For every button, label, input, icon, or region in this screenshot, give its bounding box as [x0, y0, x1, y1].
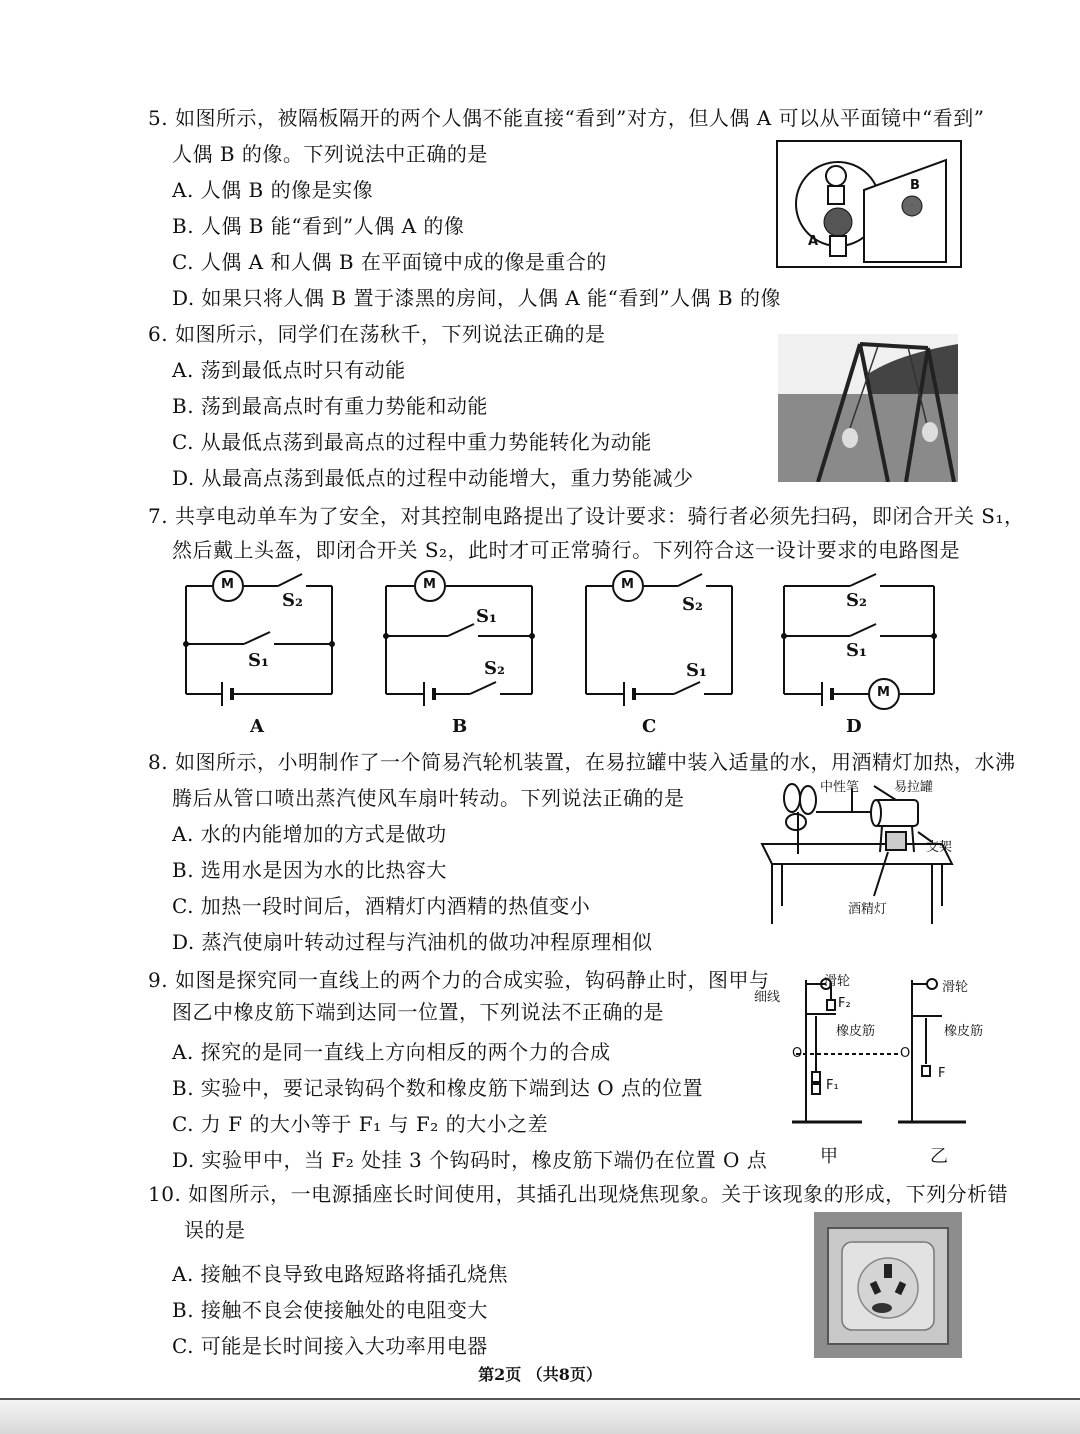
q8-label-stand: 支架 — [926, 840, 953, 855]
q5-label-b: B — [910, 178, 920, 193]
q8-label-pen: 中性笔 — [820, 780, 860, 795]
q7-c-s1: S₁ — [686, 660, 707, 681]
q6-option-c: C. 从最低点荡到最高点的过程中重力势能转化为动能 — [172, 430, 652, 454]
q9-option-b: B. 实验中，要记录钩码个数和橡皮筋下端到达 O 点的位置 — [172, 1076, 704, 1100]
q9-label-pulley-yi: 滑轮 — [942, 980, 969, 995]
q9-stem-line2: 图乙中橡皮筋下端到达同一位置，下列说法不正确的是 — [172, 1000, 664, 1024]
q9-label-rubber-jia: 橡皮筋 — [836, 1024, 876, 1039]
q9-option-c: C. 力 F 的大小等于 F₁ 与 F₂ 的大小之差 — [172, 1112, 549, 1136]
q9-label-string: 细线 — [754, 990, 781, 1005]
q8-option-c: C. 加热一段时间后，酒精灯内酒精的热值变小 — [172, 894, 591, 918]
q10-option-b: B. 接触不良会使接触处的电阻变大 — [172, 1298, 488, 1322]
q7-c-label: C — [642, 716, 657, 737]
q5-option-b: B. 人偶 B 能“看到”人偶 A 的像 — [172, 214, 465, 238]
q9-label-yi: 乙 — [930, 1146, 948, 1167]
q5-stem-line2: 人偶 B 的像。下列说法中正确的是 — [172, 142, 488, 166]
page-bottom-edge — [0, 1398, 1080, 1434]
q6-option-b: B. 荡到最高点时有重力势能和动能 — [172, 394, 488, 418]
q7-circuit-c — [578, 566, 738, 737]
q7-circuit-d — [776, 566, 941, 737]
q7-a-s1: S₁ — [248, 650, 269, 671]
q8-label-can: 易拉罐 — [894, 780, 934, 795]
q7-b-s2: S₂ — [484, 658, 505, 679]
q9-option-d: D. 实验甲中，当 F₂ 处挂 3 个钩码时，橡皮筋下端仍在位置 O 点 — [172, 1148, 768, 1172]
q10-option-c: C. 可能是长时间接入大功率用电器 — [172, 1334, 488, 1358]
q10-socket-photo — [814, 1212, 962, 1358]
q5-option-d: D. 如果只将人偶 B 置于漆黑的房间，人偶 A 能“看到”人偶 B 的像 — [172, 286, 781, 310]
q8-option-d: D. 蒸汽使扇叶转动过程与汽油机的做功冲程原理相似 — [172, 930, 653, 954]
q8-option-a: A. 水的内能增加的方式是做功 — [172, 822, 447, 846]
q9-option-a: A. 探究的是同一直线上方向相反的两个力的合成 — [172, 1040, 611, 1064]
q9-stem-line1: 9. 如图是探究同一直线上的两个力的合成实验，钩码静止时，图甲与 — [148, 968, 770, 992]
q6-option-d: D. 从最高点荡到最低点的过程中动能增大，重力势能减少 — [172, 466, 694, 490]
q7-d-motor: M — [877, 685, 890, 700]
q9-label-rubber-yi: 橡皮筋 — [944, 1024, 984, 1039]
q9-label-f2: F₂ — [838, 996, 851, 1011]
q5-mirror-figure — [776, 140, 962, 268]
q7-d-label: D — [846, 716, 862, 737]
q7-b-label: B — [452, 716, 468, 737]
q7-stem-line1: 7. 共享电动单车为了安全，对其控制电路提出了设计要求：骑行者必须先扫码，即闭合开关 S₁， — [148, 504, 1025, 528]
q7-c-motor: M — [621, 577, 634, 592]
q5-stem-line1: 5. 如图所示，被隔板隔开的两个人偶不能直接“看到”对方，但人偶 A 可以从平面镜中“看到” — [148, 106, 985, 130]
q6-swing-photo — [778, 334, 958, 482]
q9-label-jia: 甲 — [820, 1146, 838, 1167]
q5-label-a: A — [808, 234, 819, 249]
q8-turbine-figure — [756, 772, 956, 932]
q7-b-motor: M — [423, 577, 436, 592]
q9-label-f: F — [938, 1066, 946, 1081]
q6-stem: 6. 如图所示，同学们在荡秋千，下列说法正确的是 — [148, 322, 606, 346]
q7-a-s2: S₂ — [282, 590, 303, 611]
q8-stem-line2: 腾后从管口喷出蒸汽使风车扇叶转动。下列说法正确的是 — [172, 786, 685, 810]
q7-c-s2: S₂ — [682, 594, 703, 615]
q8-stem-line1: 8. 如图所示，小明制作了一个简易汽轮机装置，在易拉罐中装入适量的水，用酒精灯加热，水沸 — [148, 750, 1016, 774]
q7-d-s1: S₁ — [846, 640, 867, 661]
q8-label-lamp: 酒精灯 — [848, 902, 888, 917]
q9-label-pulley-jia: 滑轮 — [824, 974, 851, 989]
q10-option-a: A. 接触不良导致电路短路将插孔烧焦 — [172, 1262, 509, 1286]
q7-circuit-b — [378, 566, 538, 737]
page-number: 第2页 （共8页） — [478, 1365, 602, 1384]
q10-stem-line2: 误的是 — [184, 1218, 246, 1242]
q8-option-b: B. 选用水是因为水的比热容大 — [172, 858, 447, 882]
q10-stem-line1: 10. 如图所示，一电源插座长时间使用，其插孔出现烧焦现象。关于该现象的形成，下列分析错 — [148, 1182, 1009, 1206]
q9-label-o-yi: O — [900, 1046, 911, 1061]
q7-b-s1: S₁ — [476, 606, 497, 627]
q9-label-f1: F₁ — [826, 1078, 839, 1093]
q5-option-a: A. 人偶 B 的像是实像 — [172, 178, 374, 202]
q6-option-a: A. 荡到最低点时只有动能 — [172, 358, 406, 382]
q7-circuit-a — [178, 566, 338, 737]
q5-option-c: C. 人偶 A 和人偶 B 在平面镜中成的像是重合的 — [172, 250, 607, 274]
q9-force-figure — [752, 966, 1002, 1167]
q7-a-motor: M — [221, 577, 234, 592]
q7-d-s2: S₂ — [846, 590, 867, 611]
q7-stem-line2: 然后戴上头盔，即闭合开关 S₂，此时才可正常骑行。下列符合这一设计要求的电路图是 — [172, 538, 961, 562]
q9-label-o-jia: O — [792, 1046, 803, 1061]
q7-a-label: A — [250, 716, 264, 737]
